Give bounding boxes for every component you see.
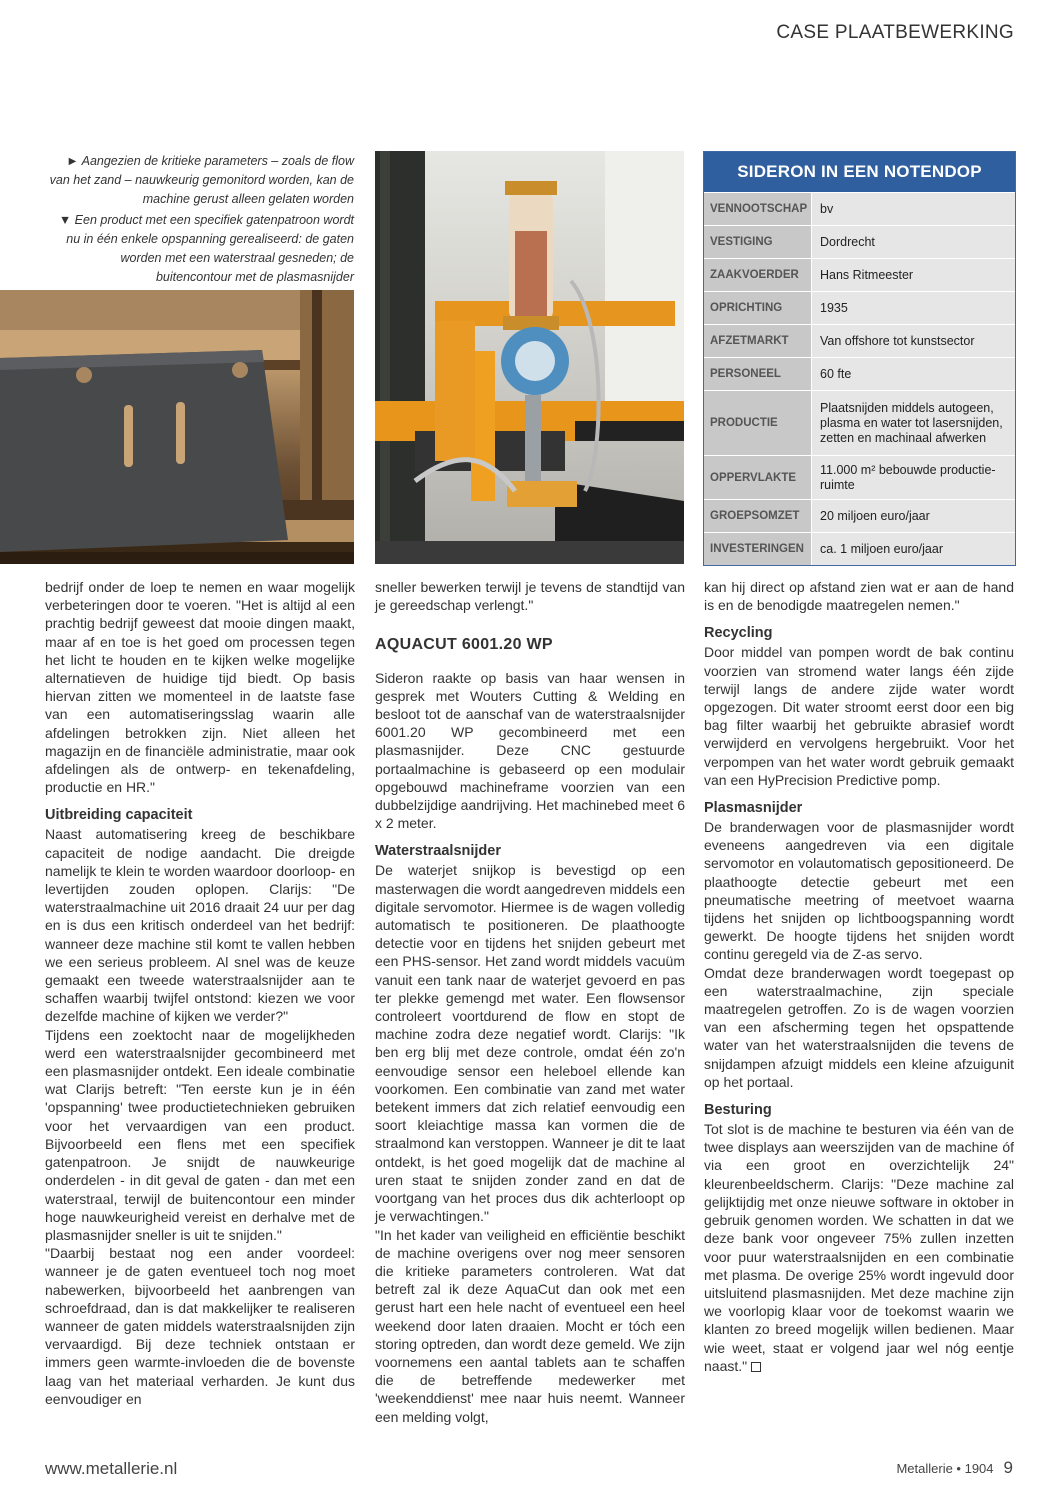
info-label: OPRICHTING xyxy=(704,292,811,324)
info-row-investeringen xyxy=(704,532,1015,565)
subheading-waterstraalsnijder: Waterstraalsnijder xyxy=(375,843,501,860)
info-label: PRODUCTIE xyxy=(704,391,811,455)
info-row-groepsomzet xyxy=(704,499,1015,532)
info-value: 60 fte xyxy=(811,358,1015,390)
paragraph: kan hij direct op afstand zien wat er aan de hand is en de benodigde maatregelen nemen." xyxy=(704,579,1014,614)
paragraph: Sideron raakte op basis van haar wensen in gesprek met Wouters Cutting & Welding en besloot tot de aanschaf van de waterstraalsnijder 6001.20 WP gecombineerd met een plasmasnijder. Deze CNC gestuurde portaalmachine is gebaseerd op een modulair opgebouwd machineframe voorzien van een dubbelzijdige aandrijving. Het machinebed meet 6 x 2 meter. xyxy=(375,669,685,832)
info-label: ZAAKVOERDER xyxy=(704,259,811,291)
info-value: Van offshore tot kunstsector xyxy=(811,325,1015,357)
info-label: AFZETMARKT xyxy=(704,325,811,357)
footer-issue xyxy=(896,1458,1013,1478)
article-column-1 xyxy=(45,578,355,1408)
section-header: CASE PLAATBEWERKING xyxy=(776,22,1014,43)
footer-website-link[interactable]: www.metallerie.nl xyxy=(45,1459,178,1478)
caption-down-arrow: ▼ Een product met een specifiek gatenpatroon wordt nu in één enkele opspanning gerealiseerd: de gaten worden met een waterstraal gesneden; de buitencontour met de plasmasnijder xyxy=(58,213,354,284)
paragraph: "In het kader van veiligheid en efficiëntie beschikt de machine overigens over nog meer sensoren die kritieke parameters controleren. Wat dat betreft zal ik deze AquaCut dan ook met een gerust hart een hele nacht of eventueel een heel weekend door laten draaien. Mocht er tóch een storing optreden, dan wordt deze gemeld. We zijn voornemens een aantal tablets aan te schaffen die de betreffende medewerker met 'weekenddienst' mee naar huis neemt. Wanneer een melding volgt, xyxy=(375,1226,685,1425)
info-row-productie xyxy=(704,390,1015,455)
info-row-zaakvoerder xyxy=(704,258,1015,291)
subheading-besturing: Besturing xyxy=(704,1102,772,1119)
page-number: 9 xyxy=(1003,1458,1013,1477)
info-row-vestiging xyxy=(704,225,1015,258)
paragraph: De branderwagen voor de plasmasnijder wordt eveneens aangedreven via een digitale servomotor en volautomatisch gepositioneerd. De plaathoogte detectie gebeurt met een pneumatische meetring of meetvoet waarna tijdens het snijden op lichtboogspanning wordt gewerkt. De hoogte tijdens het snijden wordt continu geregeld via de Z-as servo. xyxy=(704,819,1014,963)
info-value: 11.000 m² bebouwde productie-ruimte xyxy=(811,456,1015,499)
info-row-oppervlakte xyxy=(704,455,1015,499)
info-label: VENNOOTSCHAP xyxy=(704,193,811,225)
paragraph: bedrijf onder de loep te nemen en waar mogelijk verbeteringen door te voeren. "Het is altijd al een prachtig bedrijf geweest dat mooie dingen maakt, maar af en toe is het goed om processen tegen het licht te houden en te kijken welke mogelijke alternatieven de huidige tijd biedt. Op basis hiervan zitten we momenteel in de laatste fase van een automatiseringsslag waarin alle afdelingen betrokken zijn. Niet alleen het magazijn en de financiële administratie, maar ook afdelingen als de ontwerp- en tekenafdeling, productie en HR." xyxy=(45,579,355,796)
subheading-uitbreiding: Uitbreiding capaciteit xyxy=(45,807,193,824)
info-row-afzetmarkt xyxy=(704,324,1015,357)
paragraph: Tijdens een zoektocht naar de mogelijkheden werd een waterstraalsnijder gecombineerd met een plasmasnijder ontdekt. Een ideale combinatie wat Clarijs betreft: "Ten eerste kun je in één 'opspanning' twee productietechnieken gebruiken voor het vervaardigen van een product. Bijvoorbeeld een flens met een specifiek gatenpatroon. Je snijdt de nauwkeurige onderdelen - in dit geval de gaten - dan met een waterstraal, terwijl de buitencontour een minder hoge nauwkeurigheid vereist en derhalve met de plasmasnijder sneller is uit te snijden." xyxy=(45,1026,355,1243)
paragraph: Omdat deze branderwagen wordt toegepast op een waterstraalmachine, zijn speciale maatregelen getroffen. Zo is de wagen voorzien van een afscherming tegen het opspattende water van het waterstraalsnijden die tevens de snijdampen afzuigt middels een kleine afzuigunit op het portaal. xyxy=(704,964,1014,1090)
info-label: OPPERVLAKTE xyxy=(704,456,811,499)
paragraph: De waterjet snijkop is bevestigd op een masterwagen die wordt aangedreven middels een digitale servomotor. Hiermee is de wagen volledig automatisch te positioneren. De plaathoogte detectie voor en tijdens het snijden gebeurt met een PHS-sensor. Het zand wordt middels vacuüm vanuit een tank naar de waterjet gevoerd en pas ter plekke gemengd met water. Een flowsensor controleert voortdurend de flow en stopt de machine zodra deze negatief wordt. Clarijs: "Ik ben erg blij met deze controle, omdat één zo'n eenvoudige sensor een heleboel ellende kan voorkomen. Een combinatie van zand met water betekent immers dat zich relatief eenvoudig een soort kleiachtige massa kan vormen die de straalmond kan verstoppen. Wanneer je dit te laat ontdekt, is het goed mogelijk dat de machine al uren staat te snijden zonder zand en dat de voortgang van het proces dus dik achterloopt op je verwachtingen." xyxy=(375,862,685,1225)
infobox-title: SIDERON IN EEN NOTENDOP xyxy=(704,152,1015,192)
paragraph-final-text: Tot slot is de machine te besturen via één van de twee displays aan weerszijden van de machine óf via een groot en overzichtelijk 24" kleurenbeeldscherm. Clarijs: "Deze machine zal gelijktijdig met onze nieuwe software in oktober in gebruik genomen worden. We schatten in dat we deze bank voor ongeveer 75% zullen inzetten voor puur waterstraalsnijden en een combinatie met plasma. De overige 25% wordt ingevuld door uitsluitend plasmasnijden. Met deze machine zijn we voorlopig klaar voor de toekomst waarin we klanten zo breed mogelijk willen bedienen. Maar wie weet, staat er volgend jaar wel nóg eentje naast." xyxy=(704,1121,1014,1374)
paragraph: "Daarbij bestaat nog een ander voordeel: wanneer je de gaten eventueel toch nog moet nabewerken, bijvoorbeeld het aanbrengen van schroefdraad, dan is dat makkelijker te realiseren wanneer de gaten middels waterstraalsnijden zijn vervaardigd. Bij deze techniek ontstaan er immers geen warmte-invloeden die de bovenste laag van het materiaal verharden. Je kunt dus eenvoudiger en xyxy=(45,1245,355,1407)
info-value: 1935 xyxy=(811,292,1015,324)
subheading-plasmasnijder: Plasmasnijder xyxy=(704,800,803,817)
subheading-recycling: Recycling xyxy=(704,625,773,642)
info-value: Dordrecht xyxy=(811,226,1015,258)
paragraph: Door middel van pompen wordt de bak continu voorzien van stromend water langs één zijde terwijl langs de andere zijde water wordt opgezogen. Dit water stroomt eerst door een big bag filter waarbij het gebruikte abrasief wordt verwijderd en vervolgens hergebruikt. Voor het verpompen van het water wordt gebruik gemaakt van een HyPrecision Predictive pomp. xyxy=(704,644,1014,788)
photo-plate-on-pallet xyxy=(0,290,354,564)
article-column-3 xyxy=(704,578,1014,1375)
paragraph: sneller bewerken terwijl je tevens de standtijd van je gereedschap verlengt." xyxy=(375,579,685,614)
section-heading-aquacut: AQUACUT 6001.20 WP xyxy=(375,636,553,654)
info-label: INVESTERINGEN xyxy=(704,533,811,565)
info-label: VESTIGING xyxy=(704,226,811,258)
footer-issue-label: Metallerie • 1904 xyxy=(896,1461,994,1476)
info-row-vennootschap xyxy=(704,192,1015,225)
info-label: PERSONEEL xyxy=(704,358,811,390)
paragraph: Naast automatisering kreeg de beschikbare capaciteit de nodige aandacht. Die dreigde namelijk te klein te worden waardoor doorloop- en levertijden zouden oplopen. Clarijs: "De waterstraalmachine uit 2016 draait 24 uur per dag en is dus een kritisch onderdeel van het bedrijf: wanneer deze machine stil komt te vallen hebben we een serieus probleem. Al snel was de keuze gemaakt een tweede waterstraalsnijder aan te schaffen waarbij twijfel ontstond: kiezen we voor dezelfde machine of kijken we verder?" xyxy=(45,826,355,1025)
photo-waterjet-machine xyxy=(375,151,684,564)
photo-captions xyxy=(46,152,354,289)
info-value: 20 miljoen euro/jaar xyxy=(811,500,1015,532)
info-value: Plaatsnijden middels autogeen, plasma en water tot lasersnijden, zetten en machinaal afwerken xyxy=(811,391,1015,455)
paragraph-final xyxy=(704,1120,1014,1375)
caption-right-arrow: ► Aangezien de kritieke parameters – zoals de flow van het zand – nauwkeurig gemonitord worden, kan de machine gerust alleen gelaten worden xyxy=(49,154,354,206)
info-value: ca. 1 miljoen euro/jaar xyxy=(811,533,1015,565)
end-of-article-icon xyxy=(751,1362,761,1372)
info-row-oprichting xyxy=(704,291,1015,324)
company-infobox xyxy=(703,151,1016,566)
info-row-personeel xyxy=(704,357,1015,390)
article-column-2 xyxy=(375,578,685,1426)
info-value: bv xyxy=(811,193,1015,225)
info-value: Hans Ritmeester xyxy=(811,259,1015,291)
info-label: GROEPSOMZET xyxy=(704,500,811,532)
